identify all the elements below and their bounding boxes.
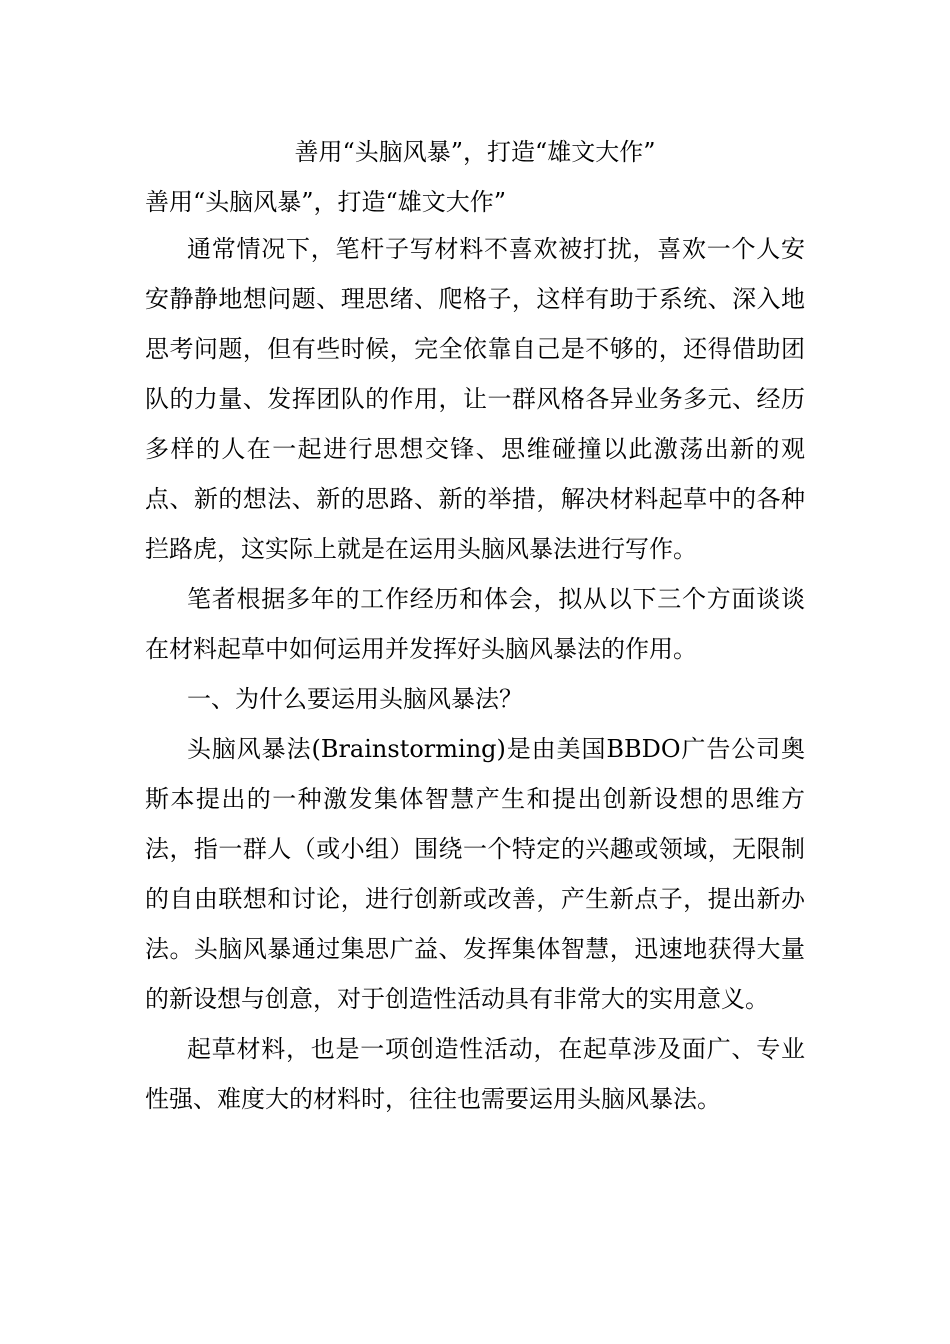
document-body [145, 224, 805, 1124]
paragraph-drafting-application: 起草材料，也是一项创造性活动，在起草涉及面广、专业性强、难度大的材料时，往往也需要运用头脑风暴法。 [145, 1035, 805, 1113]
document-subtitle: 善用“头脑风暴”，打造“雄文大作” [145, 188, 507, 216]
paragraph-brainstorming-definition: 头脑风暴法(Brainstorming)是由美国BBDO广告公司奥斯本提出的一种激发集体智慧产生和提出创新设想的思维方法，指一群人（或小组）围绕一个特定的兴趣或领域，无限制的自由联想和讨论，进行创新或改善，产生新点子，提出新办法。头脑风暴通过集思广益、发挥集体智慧，迅速地获得大量的新设想与创意，对于创造性活动具有非常大的实用意义。 [145, 735, 805, 1013]
section-heading-1: 一、为什么要运用头脑风暴法？ [187, 685, 523, 713]
paragraph-overview: 笔者根据多年的工作经历和体会，拟从以下三个方面谈谈在材料起草中如何运用并发挥好头脑风暴法的作用。 [145, 585, 805, 663]
paragraph-intro: 通常情况下，笔杆子写材料不喜欢被打扰，喜欢一个人安安静静地想问题、理思绪、爬格子，这样有助于系统、深入地思考问题，但有些时候，完全依靠自己是不够的，还得借助团队的力量、发挥团队的作用，让一群风格各异业务多元、经历多样的人在一起进行思想交锋、思维碰撞以此激荡出新的观点、新的想法、新的思路、新的举措，解决材料起草中的各种拦路虎，这实际上就是在运用头脑风暴法进行写作。 [145, 235, 805, 563]
document-title: 善用“头脑风暴”，打造“雄文大作” [294, 138, 656, 166]
